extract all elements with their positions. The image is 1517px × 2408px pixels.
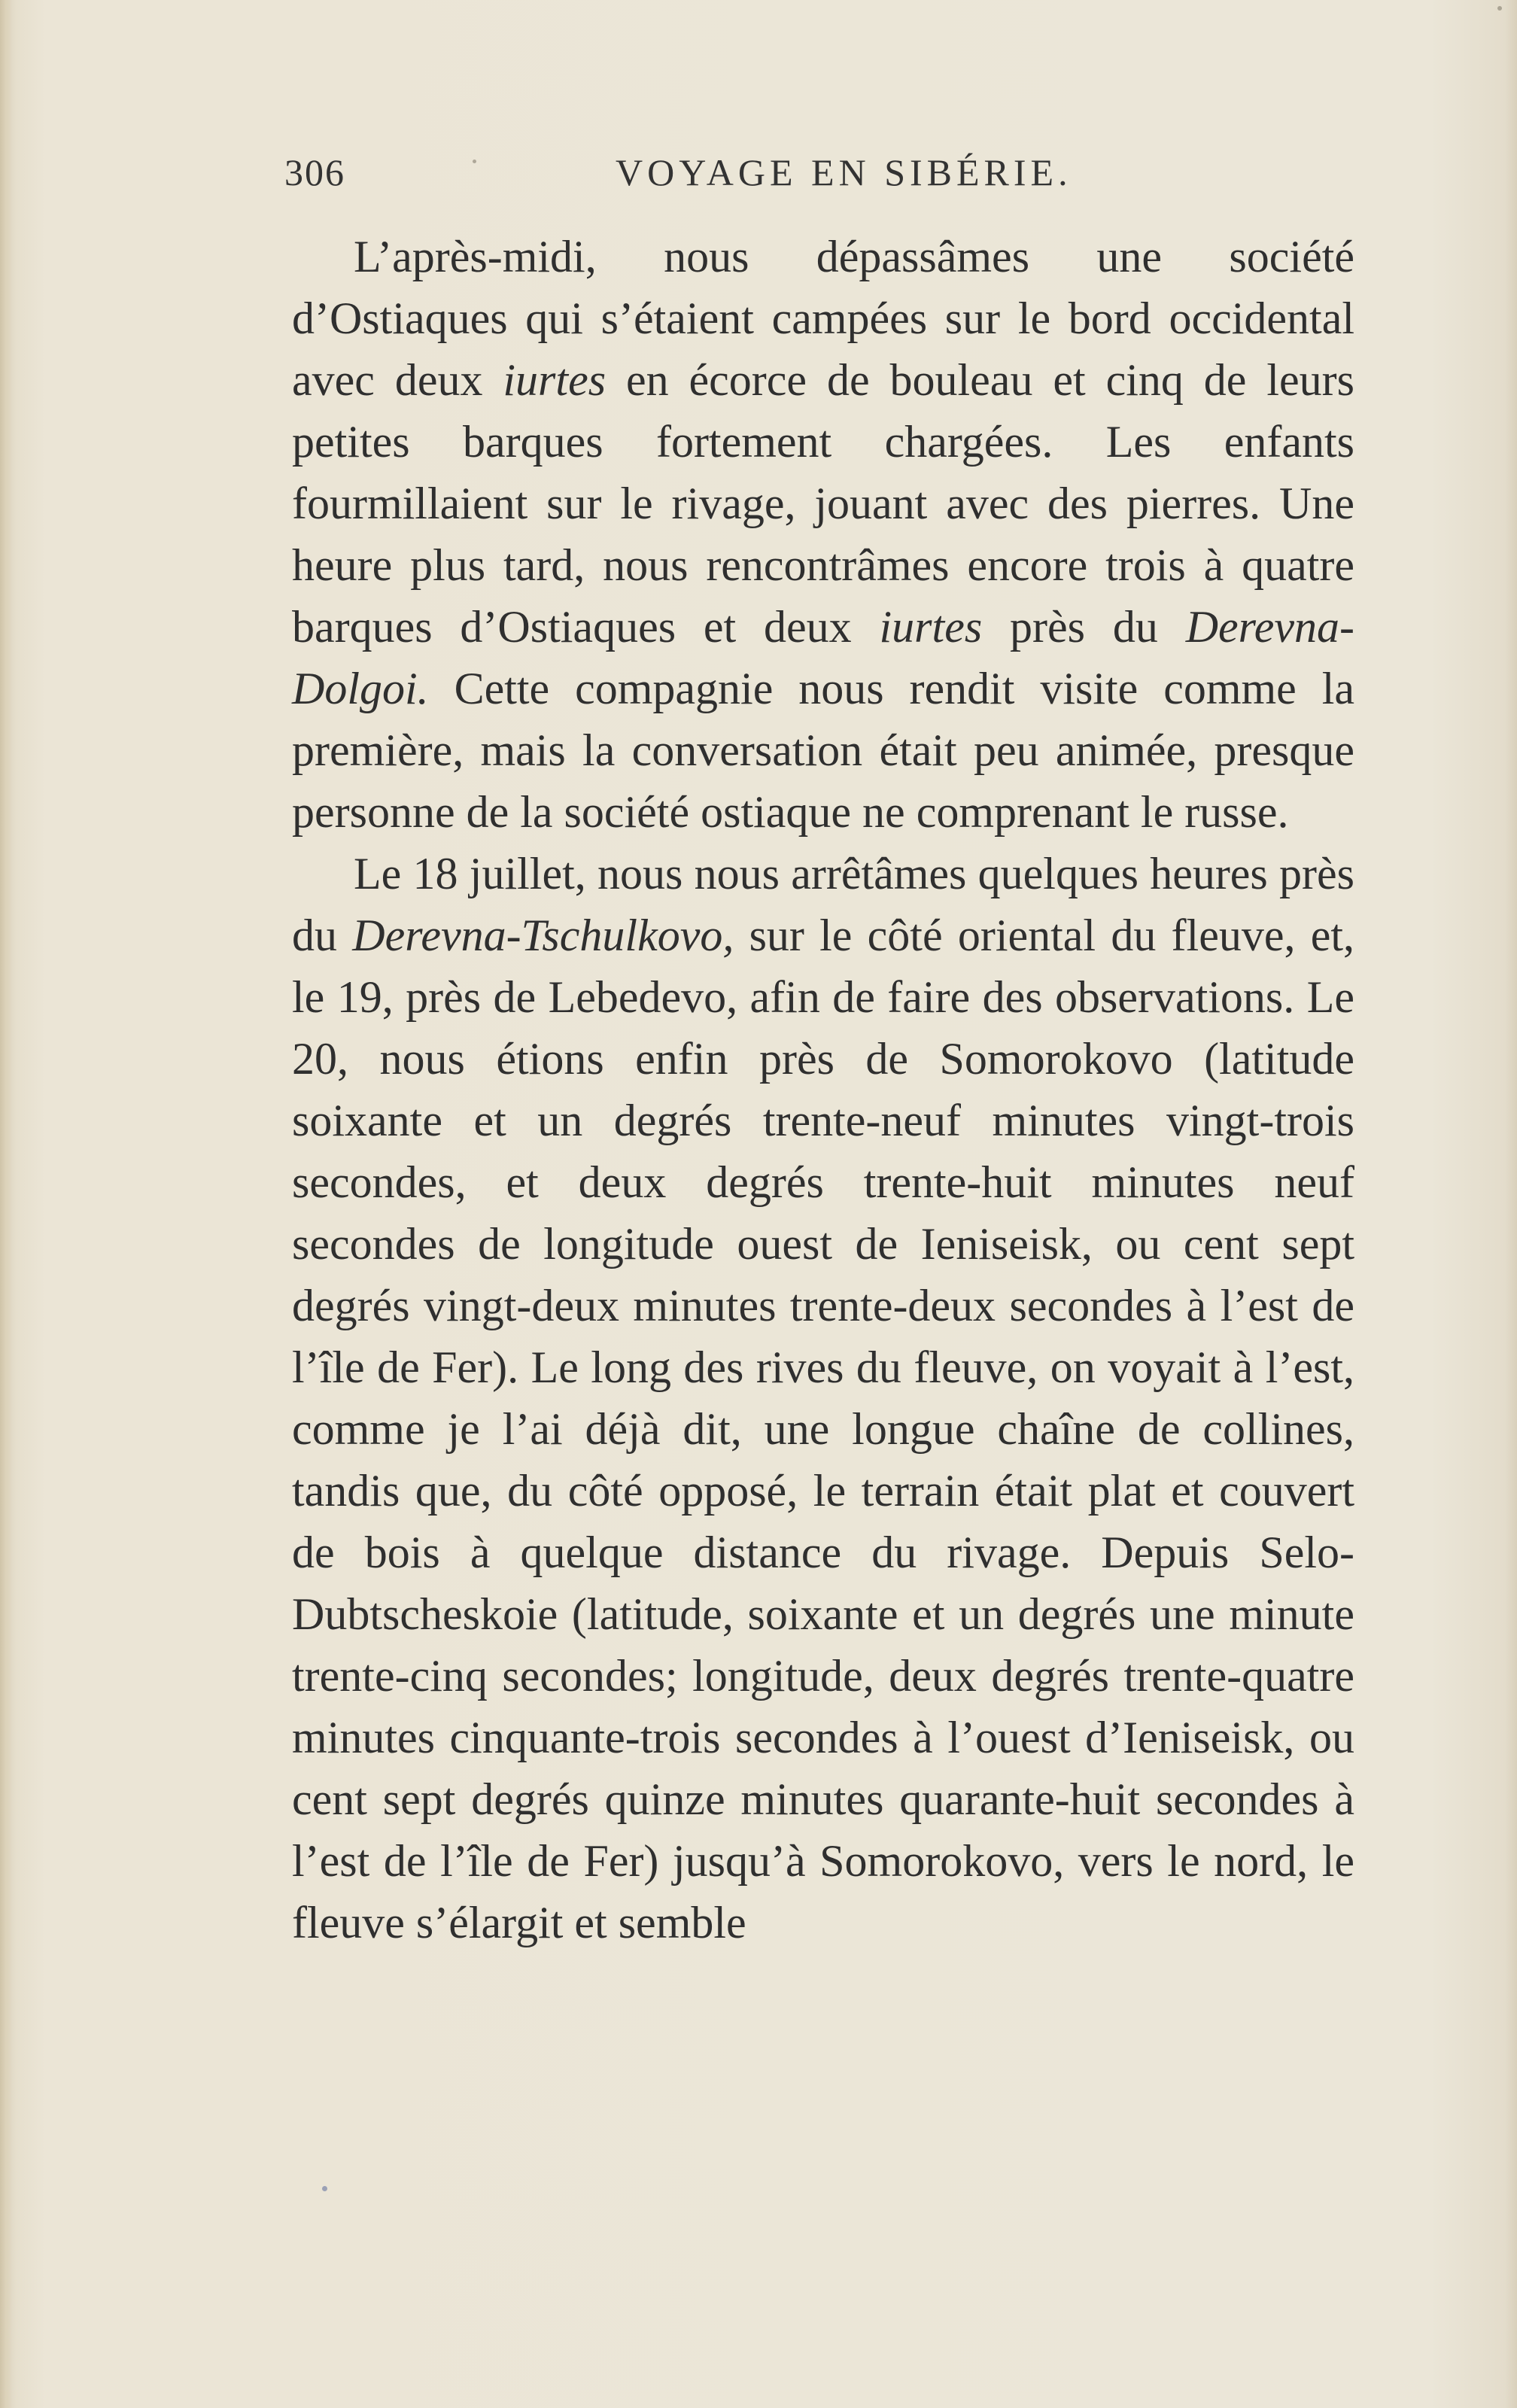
italic-term: iurtes	[503, 355, 606, 405]
text-run: Cette compagnie nous rendit visite comme la première, mais la conversation était peu animée, presque personne de la société ostiaque ne comprenant le russe.	[292, 664, 1354, 837]
body-text	[292, 226, 1354, 1953]
running-title: VOYAGE EN SIBÉRIE.	[616, 151, 1072, 193]
page-binding-edge	[0, 0, 12, 2408]
page-number: 306	[284, 151, 345, 193]
text-run: en écorce de bouleau et cinq de leurs petites barques fortement chargées. Les enfants fourmillaient sur le rivage, jouant avec des pierres. Une heure plus tard, nous rencontrâmes encore trois à quatre barques d’Ostiaques et deux	[292, 355, 1354, 652]
italic-place-name: Derevna-Dolgoi.	[292, 602, 1355, 713]
text-run: sur le côté oriental du fleuve, et, le 19, près de Lebedevo, afin de faire des observations. Le 20, nous étions enfin près de Somorokovo (latitude soixante et un degrés trente-neuf minutes vingt-trois secondes, et deux degrés trente-huit minutes neuf secondes de longitude ouest de Ieniseisk, ou cent sept degrés vingt-deux minutes trente-deux secondes à l’est de l’île de Fer). Le long des rives du fleuve, on voyait à l’est, comme je l’ai déjà dit, une longue chaîne de collines, tandis que, du côté opposé, le terrain était plat et couvert de bois à quelque distance du rivage. Depuis Selo-Dubtscheskoie (latitude, soixante et un degrés une minute trente-cinq secondes; longitude, deux degrés trente-quatre minutes cinquante-trois secondes à l’ouest d’Ieniseisk, ou cent sept degrés quinze minutes quarante-huit secondes à l’est de l’île de Fer) jusqu’à Somorokovo, vers le nord, le fleuve s’élargit et semble	[292, 911, 1354, 1947]
italic-place-name: Derevna-Tschulkovo,	[352, 911, 734, 960]
text-run: L’après-midi, nous dépassâmes une société d’Ostiaques qui s’étaient campées sur le bord occidental avec deux	[292, 232, 1354, 405]
text-run: près du	[982, 602, 1186, 652]
paper-speck	[322, 2186, 327, 2191]
paragraph	[292, 226, 1354, 843]
paragraph	[292, 843, 1354, 1953]
text-run: Le 18 juillet, nous nous arrêtâmes quelques heures près du	[292, 849, 1354, 960]
running-header	[284, 150, 1353, 203]
paper-speck	[1497, 6, 1502, 11]
italic-term: iurtes	[879, 602, 983, 652]
